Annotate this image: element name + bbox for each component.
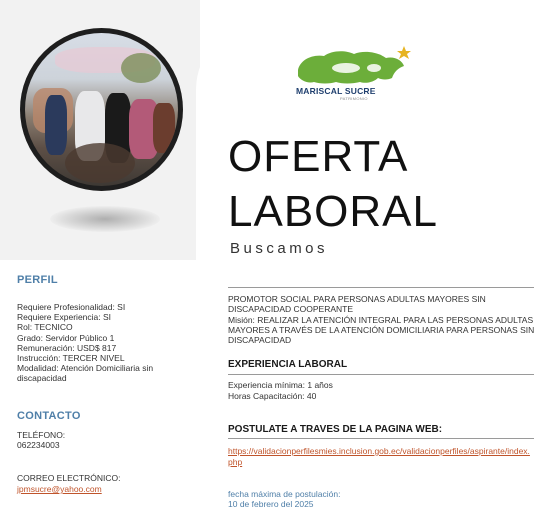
perfil-item-experiencia: Requiere Experiencia: SI: [17, 312, 112, 323]
training-hours: Horas Capacitación: 40: [228, 391, 317, 401]
phone-number: 062234003: [17, 440, 60, 450]
contacto-heading: CONTACTO: [17, 410, 81, 422]
divider: [228, 287, 534, 288]
perfil-heading: PERFIL: [17, 274, 58, 286]
perfil-item-profesionalidad: Requiere Profesionalidad: SI: [17, 302, 126, 312]
position-mission: Misión: REALIZAR LA ATENCIÓN INTEGRAL PARA LAS PERSONAS ADULTAS MAYORES A TRAVÉS DE LA ATENCIÓN DOMICILIARIA PARA PERSONAS SIN DISCAPACIDAD: [228, 315, 535, 345]
perfil-item-grado: Grado: Servidor Público 1: [17, 332, 115, 343]
title-line-1: OFERTA: [228, 132, 409, 181]
sidebar: [0, 0, 200, 523]
divider: [228, 374, 534, 375]
perfil-item-instruccion: Instrucción: TERCER NIVEL: [17, 353, 125, 364]
apply-heading: POSTULATE A TRAVES DE LA PAGINA WEB:: [228, 424, 443, 435]
deadline-label: fecha máxima de postulación:: [228, 489, 341, 499]
photo-shadow: [50, 206, 160, 232]
perfil-item-rol: Rol: TECNICO: [17, 322, 73, 333]
community-photo: [25, 33, 178, 186]
experience-minimum: Experiencia mínima: 1 años: [228, 380, 333, 390]
divider: [228, 438, 534, 439]
email-link[interactable]: jpmsucre@yahoo.com: [17, 484, 102, 494]
application-url-link[interactable]: https://validacionperfilesmies.inclusion.gob.ec/validacionperfiles/aspirante/index.php: [228, 446, 530, 467]
perfil-list: [17, 302, 187, 384]
logo-tagline: PATRIMONIO: [340, 96, 368, 101]
community-photo-frame: [20, 28, 183, 191]
deadline-date: 10 de febrero del 2025: [228, 499, 314, 509]
title-line-2: LABORAL: [228, 187, 438, 236]
email-label: CORREO ELECTRÓNICO:: [17, 473, 121, 483]
perfil-item-remuneracion: Remuneración: USD$ 817: [17, 342, 117, 353]
phone-label: TELÉFONO:: [17, 430, 66, 440]
experience-heading: EXPERIENCIA LABORAL: [228, 359, 348, 370]
perfil-item-modalidad: Modalidad: Atención Domiciliaria sin discapacidad: [17, 363, 154, 384]
subtitle: Buscamos: [230, 240, 329, 257]
position-description: PROMOTOR SOCIAL PARA PERSONAS ADULTAS MAYORES SIN DISCAPACIDAD COOPERANTE: [228, 294, 486, 314]
logo-name: MARISCAL SUCRE: [296, 86, 376, 96]
